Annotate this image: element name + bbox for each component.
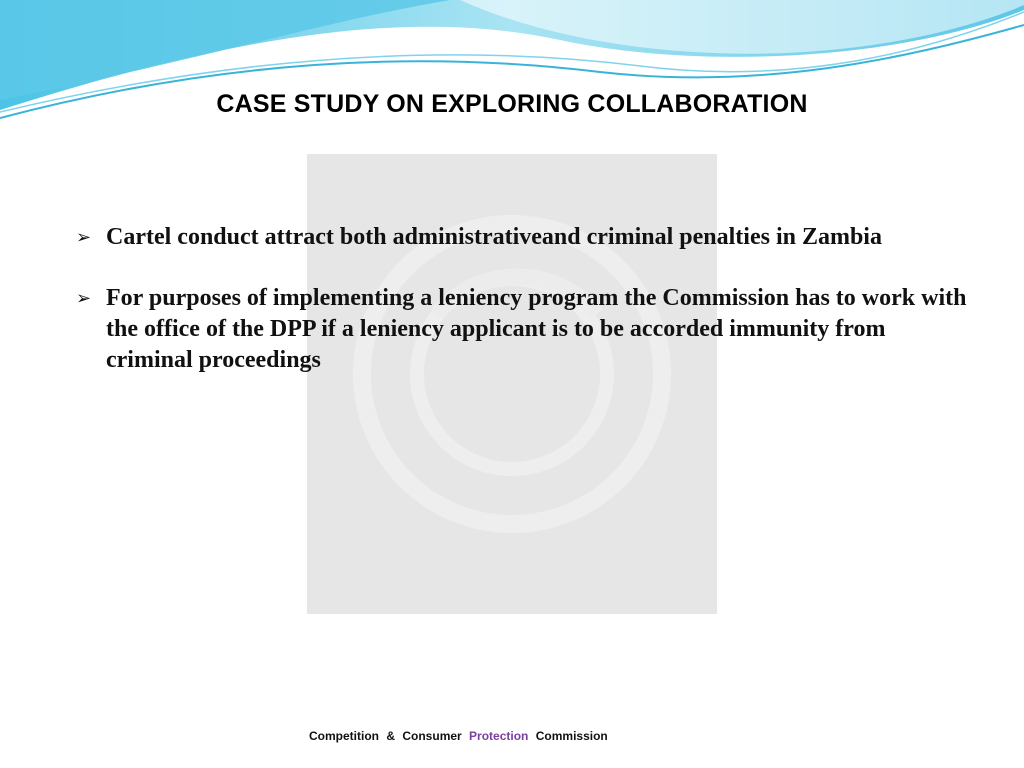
footer-organization [309,729,612,743]
arrowhead-bullet-icon: ➢ [76,227,92,248]
footer-accent-word: Protection [469,729,529,743]
slide-title: CASE STUDY ON EXPLORING COLLABORATION [216,90,808,118]
bullet-list [76,222,976,406]
footer-word: Competition [309,729,379,743]
bullet-text: For purposes of implementing a leniency program the Commission has to work with the office of the DPP if a leniency applicant is to be accorded immunity from criminal proceedings [106,285,967,373]
bullet-item [76,283,976,376]
footer-word: & [386,729,396,743]
footer-word: Consumer [402,729,462,743]
arrowhead-bullet-icon: ➢ [76,288,92,309]
bullet-text: Cartel conduct attract both administrativeand criminal penalties in Zambia [106,224,882,250]
footer-word: Commission [535,729,608,743]
bullet-item [76,222,976,253]
